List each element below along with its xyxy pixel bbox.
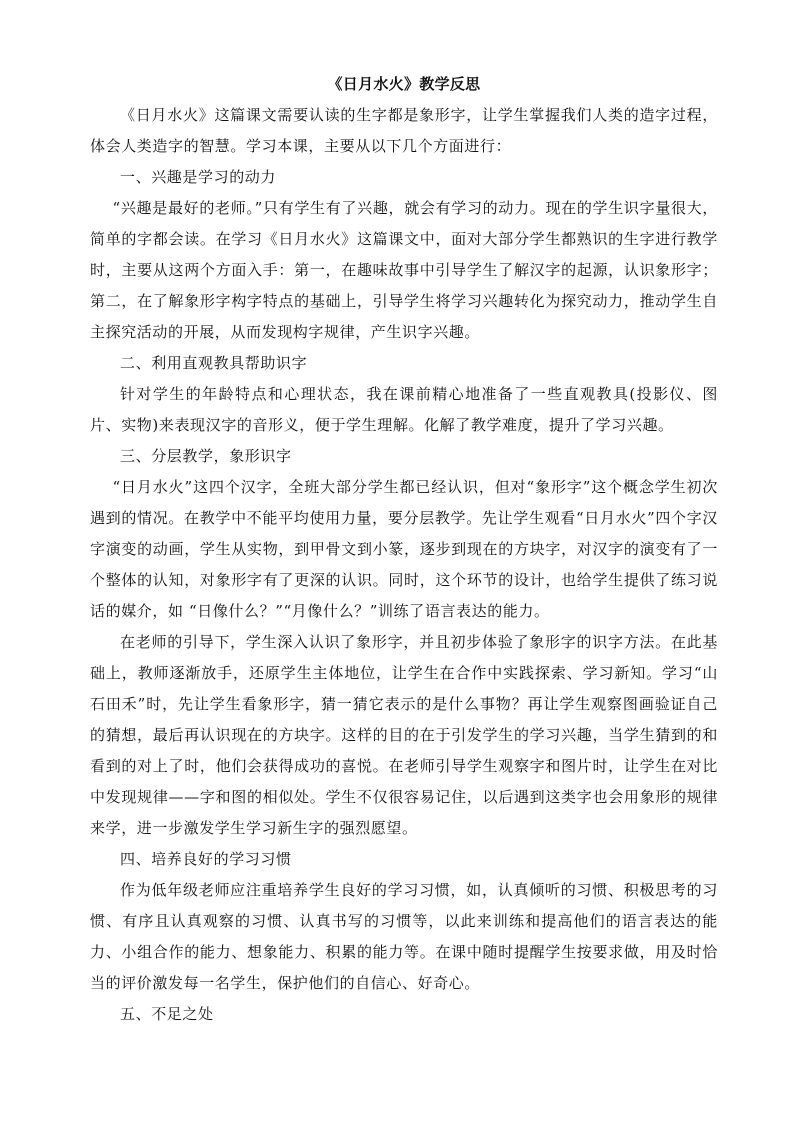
section-5-heading: 五、不足之处 (120, 1005, 214, 1023)
document-page (90, 70, 718, 1030)
section-4-heading: 四、培养良好的学习习惯 (120, 850, 292, 868)
intro-paragraph: 《日月水火》这篇课文需要认读的生字都是象形字，让学生掌握我们人类的造字过程，体会人类造字的智慧。学习本课，主要从以下几个方面进行： (90, 106, 718, 155)
section-2-heading: 二、利用直观教具帮助识字 (120, 354, 308, 372)
section-3-paragraph-2: 在老师的引导下，学生深入认识了象形字，并且初步体验了象形字的识字方法。在此基础上，教师逐渐放手，还原学生主体地位，让学生在合作中实践探索、学习新知。学习“山石田禾”时，先让学生看象形字，猜一猜它表示的是什么事物？再让学生观察图画验证自己的猜想，最后再认识现在的方块字。这样的目的在于引发学生的学习兴趣，当学生猜到的和看到的对上了时，他们会获得成功的喜悦。在老师引导学生观察字和图片时，让学生在对比中发现规律——字和图的相似处。学生不仅很容易记住，以后遇到这类字也会用象形的规律来学，进一步激发学生学习新生字的强烈愿望。 (90, 633, 718, 837)
section-3-paragraph-1: “日月水火”这四个汉字，全班大部分学生都已经认识，但对“象形字”这个概念学生初次遇到的情况。在教学中不能平均使用力量，要分层教学。先让学生观看“日月水火”四个字汉字演变的动画，学生从实物，到甲骨文到小篆，逐步到现在的方块字，对汉字的演变有了一个整体的认知，对象形字有了更深的认识。同时，这个环节的设计，也给学生提供了练习说话的媒介，如 “日像什么？”“月像什么？”训练了语言表达的能力。 (90, 478, 718, 620)
section-1-paragraph: “兴趣是最好的老师。”只有学生有了兴趣，就会有学习的动力。现在的学生识字量很大，简单的字都会读。在学习《日月水火》这篇课文中，面对大部分学生都熟识的生字进行教学时，主要从这两个方面入手：第一，在趣味故事中引导学生了解汉字的起源，认识象形字；第二，在了解象形字构字特点的基础上，引导学生将学习兴趣转化为探究动力，推动学生自主探究活动的开展，从而发现构字规律，产生识字兴趣。 (90, 199, 718, 341)
section-4-paragraph: 作为低年级老师应注重培养学生良好的学习习惯，如，认真倾听的习惯、积极思考的习惯、有序且认真观察的习惯、认真书写的习惯等，以此来训练和提高他们的语言表达的能力、小组合作的能力、想象能力、积累的能力等。在课中随时提醒学生按要求做，用及时恰当的评价激发每一名学生，保护他们的自信心、好奇心。 (90, 881, 718, 992)
section-1-heading: 一、兴趣是学习的动力 (120, 168, 277, 186)
section-2-paragraph: 针对学生的年龄特点和心理状态，我在课前精心地准备了一些直观教具(投影仪、图片、实物)来表现汉字的音形义，便于学生理解。化解了教学难度，提升了学习兴趣。 (90, 385, 718, 434)
document-title: 《日月水火》教学反思 (327, 75, 481, 93)
section-3-heading: 三、分层教学，象形识字 (120, 447, 292, 465)
